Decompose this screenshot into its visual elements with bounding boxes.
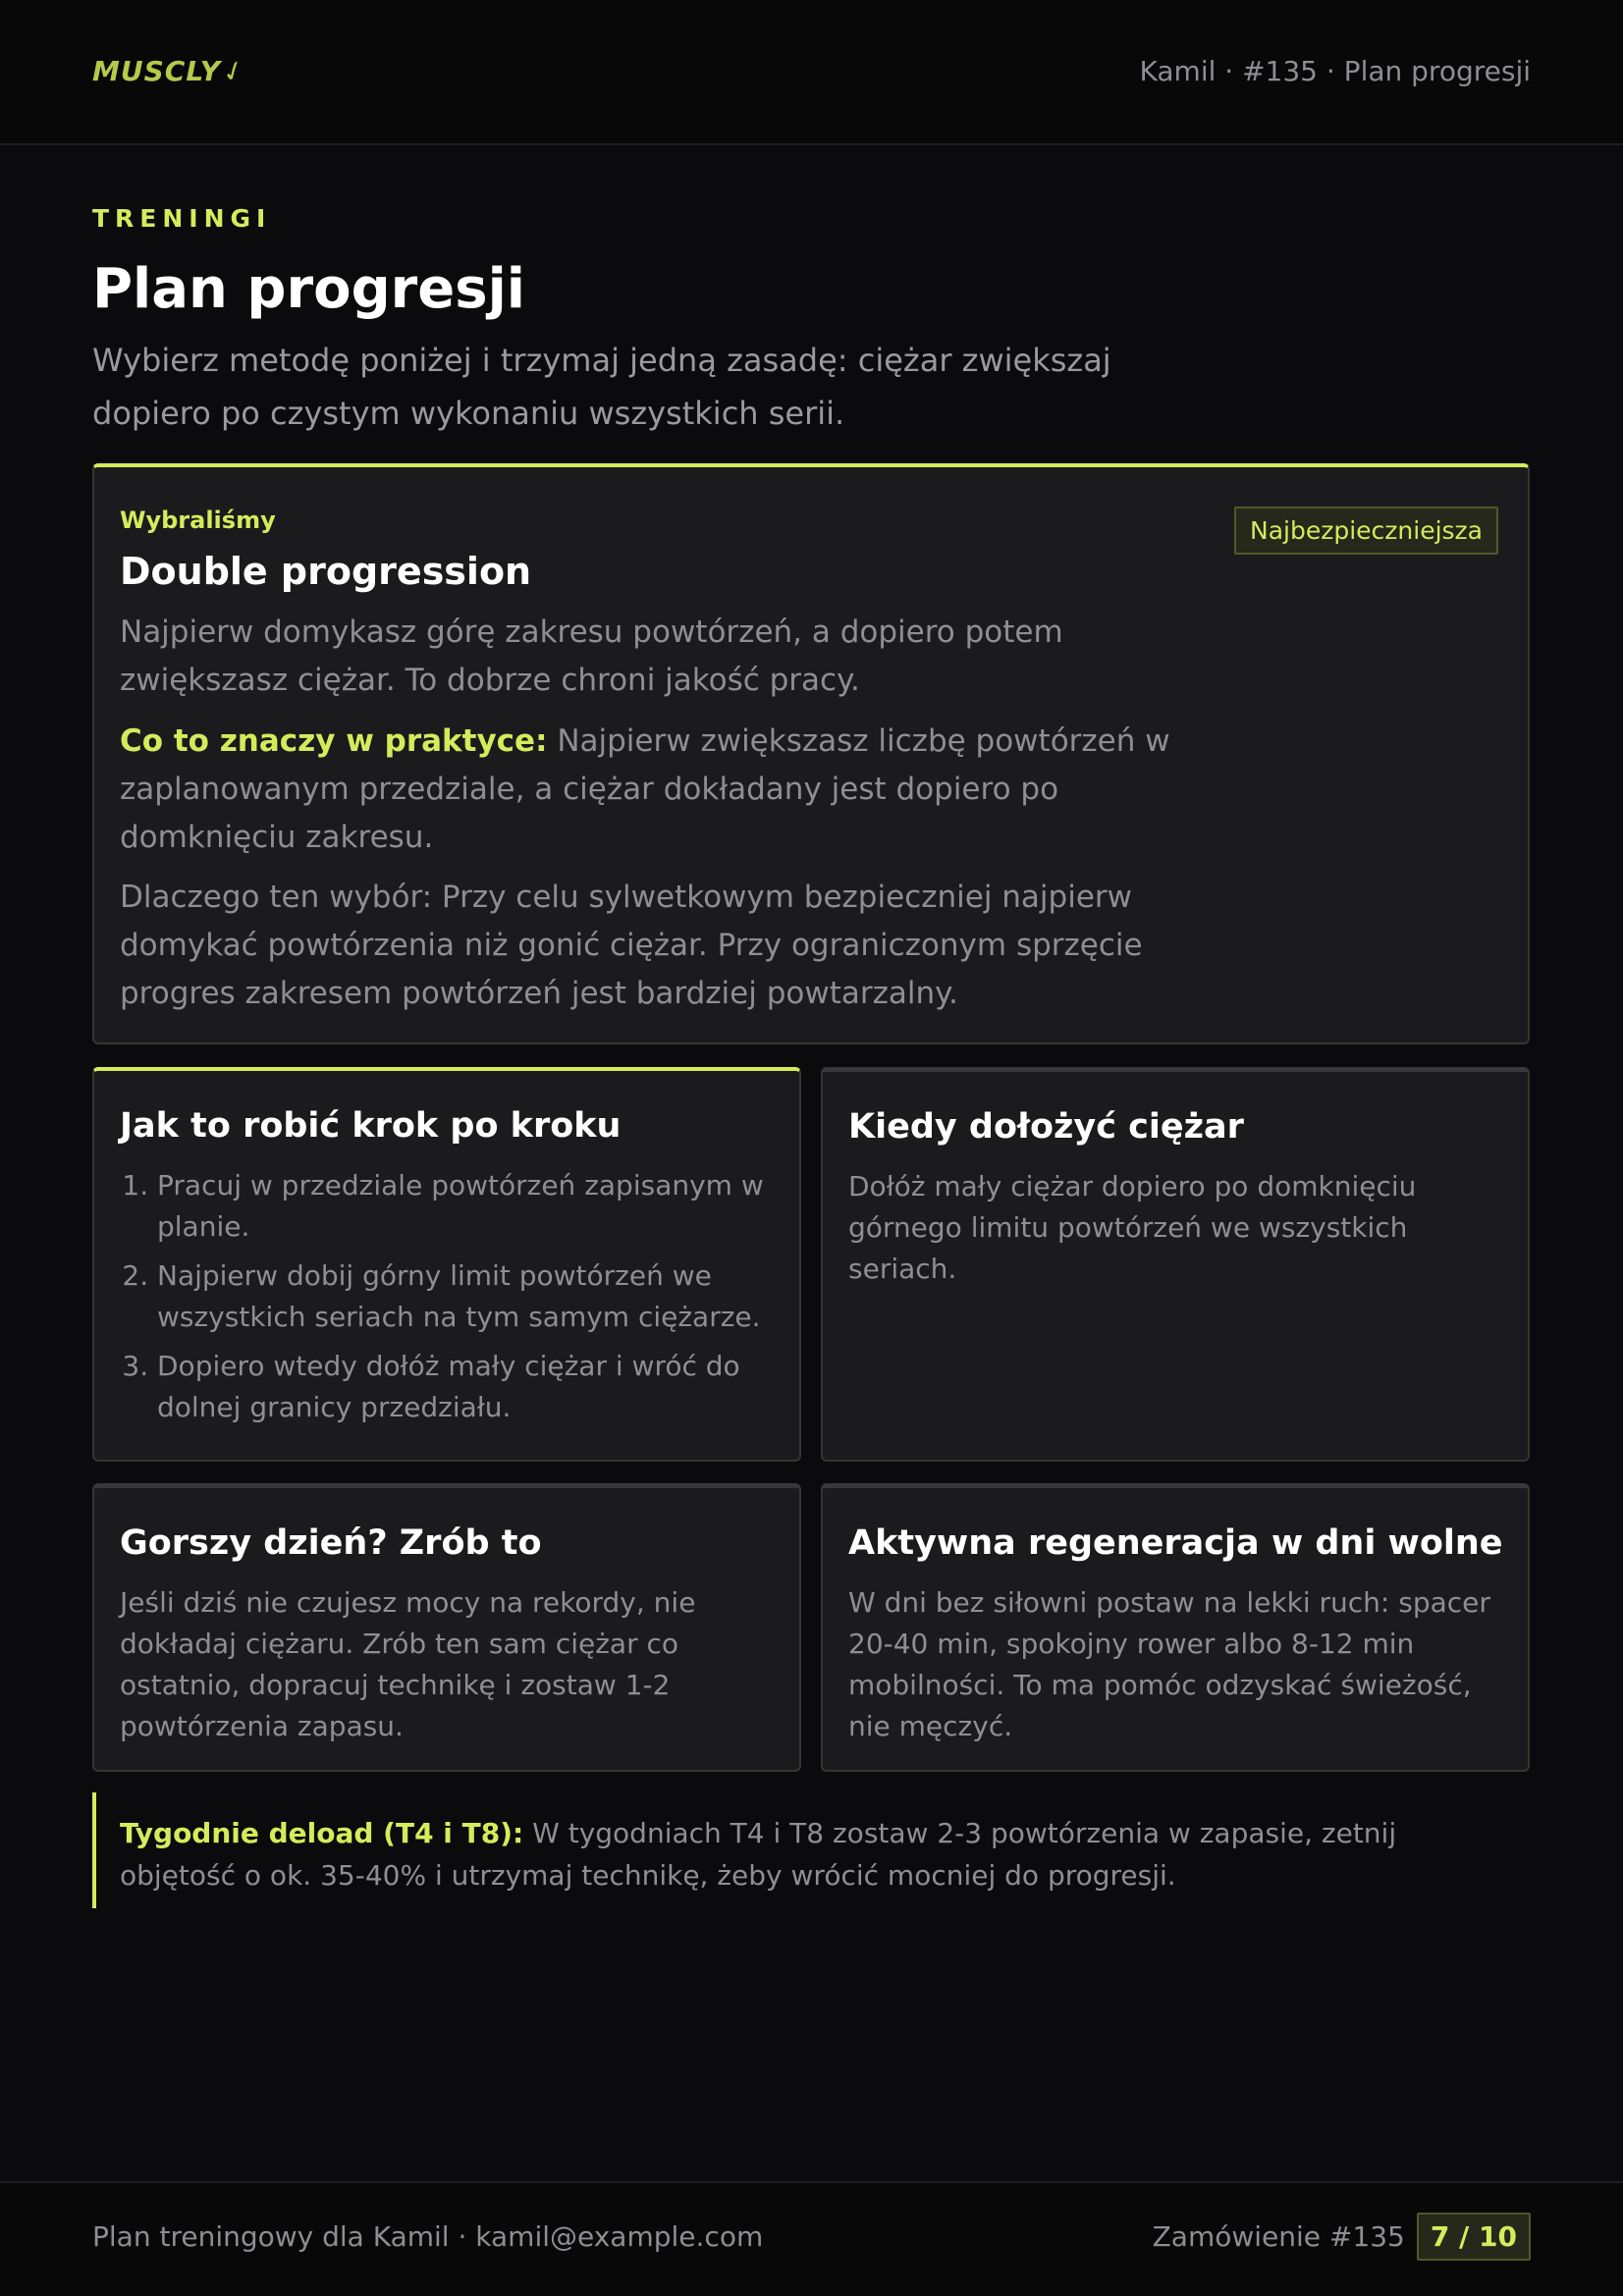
top-bar: [0, 0, 1623, 145]
steps-card: [92, 1067, 801, 1462]
bad-day-card: [92, 1483, 801, 1772]
steps-title: Jak to robić krok po kroku: [120, 1106, 622, 1146]
brand-logo[interactable]: [92, 51, 251, 91]
page-footer: [0, 2181, 1623, 2296]
recovery-card: [821, 1483, 1530, 1772]
method-intro: Najpierw domykasz górę zakresu powtórzeń, a dopiero potem zwiększasz ciężar. To dobrze chroni jakość pracy.: [120, 614, 1063, 698]
page-title: Plan progresji: [92, 257, 525, 321]
selected-method-card: [92, 463, 1530, 1044]
section-eyebrow: TRENINGI: [92, 204, 272, 233]
header-meta: Kamil · #135 · Plan progresji: [1139, 55, 1531, 87]
selected-label: Wybraliśmy: [120, 507, 276, 534]
step-item: 3. Dopiero wtedy dołóż mały ciężar i wróć do dolnej granicy przedziału.: [157, 1346, 776, 1428]
step-item: 2. Najpierw dobij górny limit powtórzeń we wszystkich seriach na tym samym ciężarze.: [157, 1255, 776, 1338]
add-weight-title: Kiedy dołożyć ciężar: [848, 1107, 1244, 1147]
add-weight-text: Dołóż mały ciężar dopiero po domknięciu górnego limitu powtórzeń we wszystkich seriach.: [848, 1170, 1417, 1285]
deload-text: W tygodniach T4 i T8 zostaw 2-3 powtórzenia w zapasie, zetnij objętość o ok. 35-40% i utrzymaj technikę, żeby wrócić mocniej do progresji.: [120, 1817, 1397, 1892]
bad-day-text: Jeśli dziś nie czujesz mocy na rekordy, nie dokładaj ciężaru. Zrób ten sam ciężar co ostatnio, dopracuj technikę i zostaw 1-2 powtórzenia zapasu.: [120, 1586, 696, 1742]
step-item: 1. Pracuj w przedziale powtórzeń zapisanym w planie.: [157, 1165, 776, 1248]
safest-badge: Najbezpieczniejsza: [1234, 507, 1498, 555]
steps-list: [120, 1165, 776, 1436]
method-why: Dlaczego ten wybór: Przy celu sylwetkowym bezpieczniej najpierw domykać powtórzenia niż gonić ciężar. Przy ograniczonym sprzęcie progres zakresem powtórzeń jest bardziej powtarzalny.: [120, 880, 1143, 1011]
recovery-title: Aktywna regeneracja w dni wolne: [848, 1523, 1503, 1563]
practice-label: Co to znaczy w praktyce:: [120, 723, 548, 759]
bad-day-title: Gorszy dzień? Zrób to: [120, 1523, 542, 1563]
deload-note: [92, 1792, 1530, 1908]
footer-right: [1153, 2213, 1531, 2261]
page-subtitle: Wybierz metodę poniżej i trzymaj jedną zasadę: ciężar zwiększaj dopiero po czystym wykonaniu wszystkich serii.: [92, 342, 1111, 432]
method-title: Double progression: [120, 550, 532, 593]
deload-label: Tygodnie deload (T4 i T8):: [120, 1817, 524, 1849]
logo-check-icon: ✓: [217, 51, 251, 91]
recovery-text: W dni bez siłowni postaw na lekki ruch: spacer 20-40 min, spokojny rower albo 8-12 min mobilności. To ma pomóc odzyskać świeżość, nie męczyć.: [848, 1586, 1490, 1742]
page-indicator: 7 / 10: [1417, 2213, 1531, 2261]
logo-text: MUSCLY: [92, 55, 222, 87]
order-number: Zamówienie #135: [1152, 2220, 1405, 2253]
method-practice: [120, 718, 1219, 862]
footer-recipient: Plan treningowy dla Kamil · kamil@example.com: [92, 2220, 764, 2253]
practice-text: Najpierw zwiększasz liczbę powtórzeń w zaplanowanym przedziale, a ciężar dokładany jest dopiero po domknięciu zakresu.: [120, 723, 1170, 855]
add-weight-card: [821, 1067, 1530, 1462]
